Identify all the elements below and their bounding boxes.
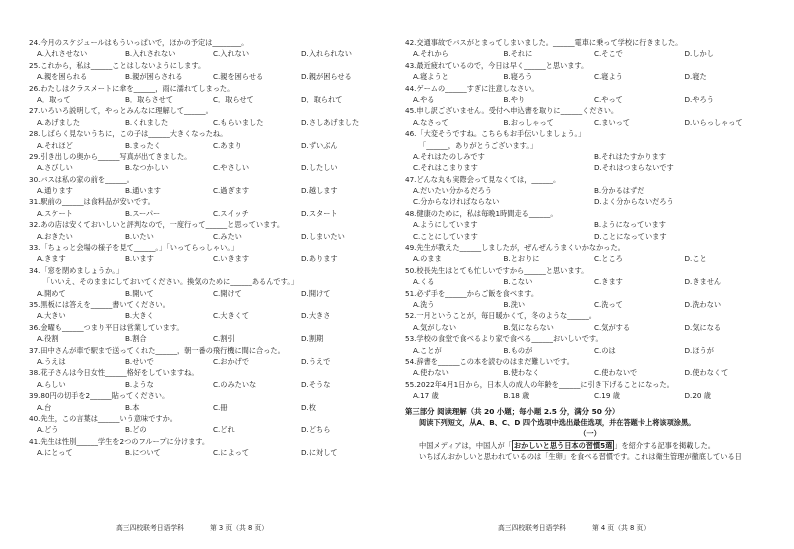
answer-option: C.によって <box>213 448 250 458</box>
question-item <box>29 299 389 322</box>
footer-left <box>116 522 294 532</box>
answer-option: B.ものが <box>503 345 533 355</box>
answer-option: C.まいって <box>594 117 631 127</box>
footer-school: 高三四校联考日语学科 <box>116 524 184 532</box>
answer-option: A.おきたい <box>37 231 73 241</box>
question-item <box>405 356 775 379</box>
answer-option: B.寝ろう <box>503 72 533 82</box>
question-item <box>29 151 389 174</box>
answer-option: C.それはこまります <box>413 163 478 173</box>
answer-option: D.いらっしゃって <box>684 117 743 127</box>
answer-option: B.について <box>125 448 161 458</box>
option-row <box>29 253 389 264</box>
question-item <box>29 242 389 265</box>
answer-option: D.あります <box>301 254 338 264</box>
passage-number: （一） <box>579 429 601 439</box>
answer-option: A.あげました <box>37 117 81 127</box>
answer-option: A.どう <box>37 425 59 435</box>
answer-option: A.大きい <box>37 311 66 321</box>
option-row <box>405 162 775 173</box>
answer-option: C.のみたいな <box>213 379 257 389</box>
answer-option: B．取らさせて <box>125 94 174 104</box>
option-row <box>405 345 775 356</box>
question-item <box>405 140 775 163</box>
question-text: 50.校長先生はとても忙しいですから______と思います。 <box>405 265 589 275</box>
answer-option: B.使わなく <box>503 368 540 378</box>
question-text: 35.黒板には答えを______書いてください。 <box>29 299 170 309</box>
answer-option: D.気になる <box>684 322 722 332</box>
option-row <box>405 253 775 264</box>
answer-option: A.くる <box>413 277 435 287</box>
question-text: 41.先生は性別______学生を2つのフループに分けます。 <box>29 436 210 446</box>
question-text: 26.わたしはクラスメートに傘を______，雨に濡れてしまった。 <box>29 83 235 93</box>
answer-option: A.17 歳 <box>413 391 439 401</box>
answer-option: C.そこで <box>594 49 623 59</box>
question-item <box>405 379 775 402</box>
passage-line <box>405 440 775 451</box>
answer-option: D.どちら <box>301 425 331 435</box>
answer-option: A.やる <box>413 94 435 104</box>
answer-option: D.洗わない <box>684 299 722 309</box>
option-row <box>29 185 389 196</box>
question-item <box>405 231 775 242</box>
answer-option: B.こない <box>503 277 533 287</box>
option-row <box>405 231 775 242</box>
option-row <box>29 288 389 299</box>
option-row <box>405 185 775 196</box>
option-row <box>29 231 389 242</box>
question-item <box>405 288 775 311</box>
answer-option: A.通ります <box>37 186 73 196</box>
answer-option: A.それから <box>413 49 449 59</box>
question-text: 45.申し訳ございません。受付へ申込書を取りに______ください。 <box>405 106 619 116</box>
question-text: 39.80円の切手を2______貼ってください。 <box>29 391 170 401</box>
question-text: 55.2022年4月1日から，日本人の成人の年齢を______に引き下げることになった。 <box>405 379 674 389</box>
answer-option: A.開めて <box>37 288 66 298</box>
answer-option: D.枚 <box>301 402 317 412</box>
answer-option: A.台 <box>37 402 52 412</box>
answer-option: A.きます <box>37 254 66 264</box>
question-item <box>405 196 775 207</box>
option-row <box>405 94 775 105</box>
answer-option: D.ことになっています <box>594 231 667 241</box>
question-item <box>29 413 389 436</box>
option-row <box>29 310 389 321</box>
question-item <box>29 105 389 128</box>
question-item <box>29 128 389 151</box>
question-item <box>29 276 389 299</box>
question-text: 40.先生，この言葉は______いう意味ですか。 <box>29 413 177 423</box>
option-row <box>405 196 775 207</box>
option-row <box>29 140 389 151</box>
option-row <box>405 299 775 310</box>
answer-option: D.割期 <box>301 334 324 344</box>
question-text: 37.田中さんが車で駅まで送ってくれた______，朝一番の飛行機に間に合った。 <box>29 345 285 355</box>
answer-option: B.とおりに <box>503 254 540 264</box>
option-row <box>29 424 389 435</box>
answer-option: A.ことが <box>413 345 442 355</box>
answer-option: D.そうな <box>301 379 331 389</box>
passage-highlight: おかしいと思う日本の習慣5選 <box>513 440 613 450</box>
answer-option: A.使わない <box>413 368 449 378</box>
answer-option: B.いたい <box>125 231 154 241</box>
question-item <box>29 196 389 219</box>
answer-option: C.スイッチ <box>213 208 249 218</box>
answer-option: D.やろう <box>684 94 714 104</box>
answer-option: B.まったく <box>125 140 161 150</box>
answer-option: C.開けて <box>213 288 242 298</box>
answer-option: C.やさしい <box>213 163 250 173</box>
answer-option: D.したしい <box>301 163 338 173</box>
question-text: 30.バスは私の家の前を______。 <box>29 174 134 184</box>
question-item <box>405 208 775 231</box>
footer-page: 第 4 页（共 8 页） <box>591 524 651 532</box>
question-text: 25.これから，私は______ことはしないようにします。 <box>29 60 206 70</box>
answer-option: D.ずいぶん <box>301 140 338 150</box>
question-text: 44.ゲームの______すぎに注意しなさい。 <box>405 83 539 93</box>
right-questions <box>405 37 775 402</box>
question-item <box>29 37 389 60</box>
answer-option: D.使わなくて <box>684 368 729 378</box>
answer-option: A.だいたい分かるだろう <box>413 186 492 196</box>
option-row <box>405 276 775 287</box>
question-text: 54.辞書を______この本を読むのはまだ難しいです。 <box>405 356 574 366</box>
passage-line: いちばんおかしいと思われているのは「生卵」を食べる習慣です。これは衛生管理が徹底している日 <box>419 452 742 462</box>
answer-option: C.19 歳 <box>594 391 620 401</box>
answer-option: D.親が困らせる <box>301 72 352 82</box>
answer-option: D．取られて <box>301 94 343 104</box>
question-item <box>405 174 775 197</box>
section-instruction: 阅读下列短文，从A、B、C、D 四个选项中选出最佳选项，并在答题卡上将该项涂黑。 <box>419 417 696 427</box>
question-text: 「______，ありがとうございます。」 <box>419 140 538 150</box>
option-row <box>29 356 389 367</box>
option-row <box>405 117 775 128</box>
option-row <box>29 333 389 344</box>
question-text: 27.いろいろ説明して，やっとみんなに理解して______。 <box>29 106 213 116</box>
answer-option: A.スケート <box>37 208 73 218</box>
answer-option: C.いきます <box>213 254 250 264</box>
answer-option: B.なつかしい <box>125 163 169 173</box>
option-row <box>29 208 389 219</box>
answer-option: C.親を困らせる <box>213 72 264 82</box>
option-row <box>405 367 775 378</box>
option-row <box>29 379 389 390</box>
answer-option: B.せいで <box>125 356 154 366</box>
answer-option: C.入れない <box>213 49 250 59</box>
answer-option: C.分からなければならない <box>413 197 500 207</box>
option-row <box>29 94 389 105</box>
answer-option: A.なさって <box>413 117 449 127</box>
passage-text: 中国メディアは，中国人が「 <box>419 440 512 450</box>
right-column <box>405 37 775 463</box>
footer-right <box>498 522 676 532</box>
question-item <box>405 265 775 288</box>
answer-option: B.分かるはずだ <box>594 186 645 196</box>
answer-option: D.開けて <box>301 288 331 298</box>
answer-option: D.20 歳 <box>684 391 711 401</box>
answer-option: D.しまいたい <box>301 231 345 241</box>
answer-option: A.さびしい <box>37 163 73 173</box>
question-text: 51.必ず手を______からご飯を食べます。 <box>405 288 539 298</box>
option-row <box>29 117 389 128</box>
answer-option: B.くれました <box>125 117 169 127</box>
answer-option: B.気にならない <box>503 322 554 332</box>
answer-option: A.気がしない <box>413 322 457 332</box>
answer-option: B.それに <box>503 49 533 59</box>
answer-option: C.やって <box>594 94 623 104</box>
question-item <box>29 436 389 459</box>
section-title: 第三部分 阅读理解（共 20 小题；每小题 2.5 分，满分 50 分） <box>405 406 620 416</box>
answer-option: C.洗って <box>594 299 623 309</box>
question-item <box>405 242 775 265</box>
answer-option: D.に対して <box>301 448 338 458</box>
answer-option: B.18 歳 <box>503 391 530 401</box>
question-item <box>29 265 389 276</box>
answer-option: C.使わないで <box>594 368 638 378</box>
answer-option: B.開いて <box>125 288 154 298</box>
answer-option: B.本 <box>125 402 140 412</box>
answer-option: B.ような <box>125 379 154 389</box>
answer-option: A.寝ようと <box>413 72 449 82</box>
answer-option: B.おっしゃって <box>503 117 554 127</box>
question-text: 47.どんな丸も実際会って見なくては，______。 <box>405 174 561 184</box>
answer-option: A.それほど <box>37 140 73 150</box>
answer-option: D.ほうが <box>684 345 714 355</box>
answer-option: D.スタート <box>301 208 338 218</box>
answer-option: A.それはたのしみです <box>413 151 485 161</box>
answer-option: C.割引 <box>213 334 235 344</box>
question-text: 43.最近疲れているので，今日は早く______と思います。 <box>405 60 589 70</box>
answer-option: B.どの <box>125 425 147 435</box>
answer-option: C.きます <box>594 277 623 287</box>
answer-option: B.洗い <box>503 299 526 309</box>
answer-option: D.よく分からないだろう <box>594 197 674 207</box>
question-item <box>29 345 389 368</box>
answer-option: A.役割 <box>37 334 59 344</box>
answer-option: C.冊 <box>213 402 228 412</box>
option-row <box>29 402 389 413</box>
question-text: 32.あの店は安くておいしいと評判なので，一度行って______と思っています。 <box>29 220 285 230</box>
answer-option: B.通います <box>125 186 161 196</box>
option-row <box>405 151 775 162</box>
option-row <box>405 219 775 230</box>
answer-option: D.入れられない <box>301 49 352 59</box>
answer-option: D.うえで <box>301 356 331 366</box>
question-item <box>29 60 389 83</box>
question-text: 48.健康のために，私は毎晩1時間走る______。 <box>405 208 558 218</box>
question-item <box>405 128 775 139</box>
answer-option: D.きません <box>684 277 722 287</box>
answer-option: D.こと <box>684 254 707 264</box>
question-text: 33.「ちょっと会場の様子を見て______。」「いってらっしゃい。」 <box>29 243 239 253</box>
footer-page: 第 3 页（共 8 页） <box>209 524 269 532</box>
answer-option: C.ことにしています <box>413 231 478 241</box>
answer-option: B.大きく <box>125 311 154 321</box>
answer-option: A．取って <box>37 94 71 104</box>
answer-option: C.のは <box>594 345 616 355</box>
answer-option: A.のまま <box>413 254 442 264</box>
answer-option: D.しかし <box>684 49 714 59</box>
answer-option: B.やり <box>503 94 526 104</box>
answer-option: D.さしあげました <box>301 117 360 127</box>
answer-option: A.らしい <box>37 379 66 389</box>
answer-option: A.うえは <box>37 356 66 366</box>
question-text: 53.学校の食堂で食べるより家で食べる______おいしいです。 <box>405 334 603 344</box>
answer-option: D.寝た <box>684 72 707 82</box>
answer-option: A.にとって <box>37 448 73 458</box>
question-item <box>405 162 775 173</box>
question-item <box>405 105 775 128</box>
answer-option: C.ところ <box>594 254 623 264</box>
left-column <box>29 37 389 458</box>
question-text: 46.「大変そうですね。こちらもお手伝いしましょう。」 <box>405 129 586 139</box>
question-item <box>405 333 775 356</box>
answer-option: D.越します <box>301 186 338 196</box>
option-row <box>405 390 775 401</box>
question-text: 42.交通事故でバスがとまってしまいました。______電車に乗って学校に行きました。 <box>405 38 683 47</box>
answer-option: C.どれ <box>213 425 235 435</box>
question-item <box>29 390 389 413</box>
answer-option: C.みたい <box>213 231 242 241</box>
answer-option: C.あまり <box>213 140 242 150</box>
answer-option: B.スーパー <box>125 208 161 218</box>
question-item <box>29 83 389 106</box>
question-text: 31.駅前の______は食料品が安いです。 <box>29 197 155 207</box>
answer-option: B.割合 <box>125 334 147 344</box>
option-row <box>405 322 775 333</box>
answer-option: C.過ぎます <box>213 186 250 196</box>
answer-option: C.寝よう <box>594 72 623 82</box>
answer-option: C.もらいました <box>213 117 264 127</box>
question-item <box>29 174 389 197</box>
answer-option: B.それはたすかります <box>594 151 666 161</box>
question-item <box>29 219 389 242</box>
question-text: 36.金曜も______つまり平日は営業しています。 <box>29 322 184 332</box>
answer-option: B.います <box>125 254 154 264</box>
answer-option: A.入れさせない <box>37 49 88 59</box>
question-item <box>405 37 775 60</box>
option-row <box>29 447 389 458</box>
answer-option: C．取らせて <box>213 94 254 104</box>
answer-option: C.大きくて <box>213 311 250 321</box>
question-item <box>29 367 389 390</box>
question-item <box>405 310 775 333</box>
question-text: 34.「窓を閉めましょうか。」 <box>29 265 124 275</box>
option-row <box>29 48 389 59</box>
option-row <box>405 48 775 59</box>
question-text: 38.花子さんは今日女性______格好をしていますね。 <box>29 368 199 378</box>
option-row <box>29 71 389 82</box>
question-item <box>29 322 389 345</box>
passage-text: 」を紹介する記事を掲載した。 <box>614 440 715 450</box>
answer-option: A.洗う <box>413 299 435 309</box>
question-text: 52.一月ということが，毎日暖かくて，冬のような______。 <box>405 311 596 321</box>
answer-option: B.入れされない <box>125 49 176 59</box>
answer-option: A.親を困られる <box>37 72 88 82</box>
option-row <box>29 162 389 173</box>
answer-option: C.おかげで <box>213 356 250 366</box>
question-text: 24.今月のスケジュールはもういっぱいで，ほかの予定は________。 <box>29 38 249 47</box>
question-text: 「いいえ、そのままにしておいてください。換気のために______あるんです。」 <box>43 277 299 287</box>
question-text: 49.先生が教えた______しましたが，ぜんぜんうまくいかなかった。 <box>405 243 625 253</box>
answer-option: D.大きさ <box>301 311 331 321</box>
question-text: 29.引き出しの奥から______写真が出てきました。 <box>29 151 192 161</box>
footer-school: 高三四校联考日语学科 <box>498 524 566 532</box>
answer-option: A.ようにしています <box>413 220 478 230</box>
question-item <box>405 83 775 106</box>
answer-option: B.ようになっています <box>594 220 666 230</box>
answer-option: D.それはつまらないです <box>594 163 674 173</box>
question-item <box>405 60 775 83</box>
answer-option: B.親が困らされる <box>125 72 183 82</box>
question-text: 28.しばらく見ないうちに，この子は______大きくなったね。 <box>29 129 228 139</box>
answer-option: C.気がする <box>594 322 631 332</box>
option-row <box>405 71 775 82</box>
